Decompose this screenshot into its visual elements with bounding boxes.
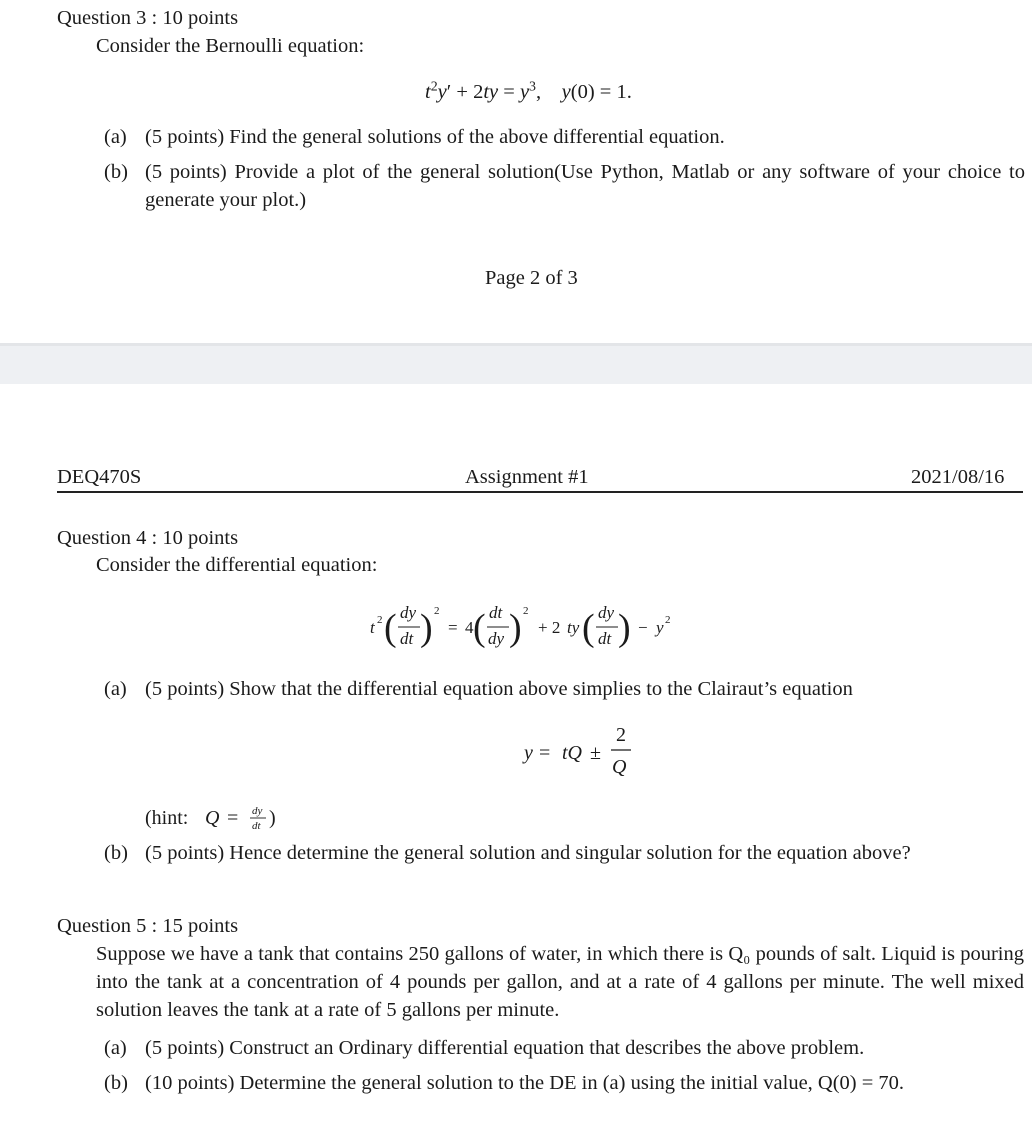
svg-text:4: 4 <box>465 618 474 637</box>
clairaut-equation <box>522 717 662 788</box>
q5-part-a-text: (5 points) Construct an Ordinary differential equation that describes the above problem. <box>145 1037 865 1059</box>
q4-part-a-label: (a) <box>104 678 127 700</box>
svg-text:tQ: tQ <box>562 742 582 764</box>
svg-text:−: − <box>638 618 648 637</box>
question-4-heading: Question 4 : 10 points <box>57 527 239 549</box>
svg-text:=: = <box>448 618 458 637</box>
svg-text:±: ± <box>590 742 601 764</box>
svg-text:dy: dy <box>488 629 505 648</box>
question-3-heading: Question 3 : 10 points <box>57 7 239 29</box>
header-rule <box>57 491 1023 493</box>
svg-text:): ) <box>509 607 522 649</box>
page-break <box>0 346 1032 384</box>
q3-part-a-text: (5 points) Find the general solutions of the above differential equation. <box>145 126 725 148</box>
q3-part-b-label: (b) <box>104 161 128 183</box>
svg-text:dt: dt <box>400 629 414 648</box>
q5-part-b-text: (10 points) Determine the general solution to the DE in (a) using the initial value, Q(0) = 70. <box>145 1072 905 1094</box>
svg-text:): ) <box>269 807 276 829</box>
svg-text:): ) <box>618 607 631 649</box>
q4-equation <box>368 596 748 665</box>
q4-hint <box>145 800 305 841</box>
svg-text:2: 2 <box>523 605 529 617</box>
svg-text:(: ( <box>473 607 486 649</box>
svg-text:=: = <box>539 742 551 764</box>
svg-text:(: ( <box>384 607 397 649</box>
svg-text:ty: ty <box>567 618 580 637</box>
svg-text:2: 2 <box>665 614 671 626</box>
q4-part-b-text: (5 points) Hence determine the general solution and singular solution for the equation above? <box>145 842 911 864</box>
svg-text:t: t <box>370 618 375 637</box>
assignment-date: 2021/08/16 <box>911 466 1005 488</box>
svg-text:2: 2 <box>377 614 383 626</box>
svg-text:2: 2 <box>434 605 440 617</box>
svg-text:(: ( <box>582 607 595 649</box>
svg-text:Q: Q <box>205 807 220 829</box>
question-3-intro: Consider the Bernoulli equation: <box>96 35 365 57</box>
q4-part-a-text: (5 points) Show that the differential equation above simplies to the Clairaut’s equation <box>145 678 853 700</box>
svg-text:dy: dy <box>400 603 417 622</box>
q5-part-a-label: (a) <box>104 1037 127 1059</box>
svg-text:dt: dt <box>489 603 503 622</box>
svg-text:y: y <box>656 618 664 637</box>
course-code: DEQ470S <box>57 466 142 488</box>
question-5-heading: Question 5 : 15 points <box>57 915 239 937</box>
bernoulli-equation: $t^2y' + 2ty = y^3$, y(0) = 1. <box>425 79 632 103</box>
svg-text:Q: Q <box>612 756 627 778</box>
q3-part-b-text: (5 points) Provide a plot of the general solution(Use Python, Matlab or any software of your choice to generate your plot.) <box>145 161 1025 211</box>
svg-text:dt: dt <box>252 820 261 832</box>
q3-part-a-label: (a) <box>104 126 127 148</box>
svg-text:dy: dy <box>598 603 615 622</box>
svg-text:(hint:: (hint: <box>145 807 189 829</box>
svg-text:y: y <box>524 742 533 764</box>
svg-text:dy: dy <box>252 805 263 817</box>
q4-part-b-label: (b) <box>104 842 128 864</box>
page-number-footer: Page 2 of 3 <box>485 267 578 289</box>
svg-text:+ 2: + 2 <box>538 618 561 637</box>
svg-text:dt: dt <box>598 629 612 648</box>
question-4-intro: Consider the differential equation: <box>96 554 378 576</box>
assignment-title: Assignment #1 <box>465 466 589 488</box>
svg-text:=: = <box>227 807 239 829</box>
question-5-body: Suppose we have a tank that contains 250 gallons of water, in which there is Q₀ pounds of salt. Liquid is pouring into the tank at a concentration of 4 pounds per gallon, and at a rate of 4 gallons per minute. The well mixed solution leaves the tank at a rate of 5 gallons per minute. <box>96 943 1024 1021</box>
q5-part-b-label: (b) <box>104 1072 128 1094</box>
svg-text:): ) <box>420 607 433 649</box>
svg-text:2: 2 <box>616 724 626 746</box>
